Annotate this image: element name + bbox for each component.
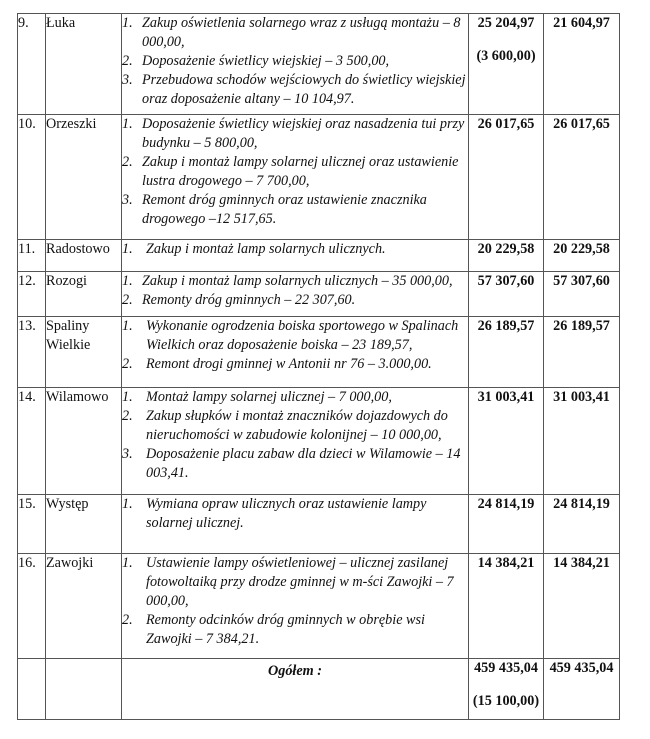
item-index: 1. (122, 116, 133, 132)
item-text: Przebudowa schodów wejściowych do świetlicy wiejskiej oraz doposażenie altany – 10 104,97. (142, 72, 466, 107)
row-number: 10. (18, 115, 46, 240)
item-index: 1. (122, 273, 133, 289)
village-name: Rozogi (46, 272, 122, 317)
amount-value: 57 307,60 (469, 272, 544, 317)
item-index: 3. (122, 192, 133, 208)
amount-cell (469, 14, 544, 115)
table-row-9 (18, 14, 620, 115)
list-item (122, 407, 468, 445)
item-text: Zakup słupków i montaż znaczników dojazdowych do nieruchomości w zabudowie kolonijnej – 10 000,00, (146, 408, 448, 443)
list-item (122, 52, 468, 71)
item-index: 2. (122, 612, 133, 628)
amount-value: 24 814,19 (469, 495, 544, 554)
item-index: 1. (122, 555, 133, 571)
list-item (122, 495, 468, 533)
village-name: Radostowo (46, 240, 122, 272)
row-number: 15. (18, 495, 46, 554)
amount2-value: 26 017,65 (544, 115, 620, 240)
list-item (122, 388, 468, 407)
list-item (122, 240, 468, 259)
item-text: Doposażenie placu zabaw dla dzieci w Wilamowie – 14 003,41. (146, 446, 461, 481)
task-list (122, 240, 469, 272)
item-index: 2. (122, 356, 133, 372)
item-text: Zakup i montaż lampy solarnej ulicznej oraz ustawienie lustra drogowego – 7 700,00, (142, 154, 459, 189)
item-text: Zakup oświetlenia solarnego wraz z usługą montażu – 8 000,00, (142, 15, 461, 50)
task-list (122, 554, 469, 659)
table-row-15 (18, 495, 620, 554)
amount-value: 25 204,97 (477, 15, 535, 31)
amount-value: 26 017,65 (469, 115, 544, 240)
amount2-value: 14 384,21 (544, 554, 620, 659)
task-list (122, 14, 469, 115)
amount2-value: 24 814,19 (544, 495, 620, 554)
item-index: 2. (122, 154, 133, 170)
item-text: Wykonanie ogrodzenia boiska sportowego w Spalinach Wielkich oraz doposażenie boiska – 23 189,57, (146, 318, 459, 353)
amount2-value: 20 229,58 (544, 240, 620, 272)
item-text: Montaż lampy solarnej ulicznej – 7 000,00, (146, 389, 392, 405)
table-row-12 (18, 272, 620, 317)
list-item (122, 272, 468, 291)
list-item (122, 355, 468, 374)
list-item (122, 14, 468, 52)
item-text: Remont dróg gminnych oraz ustawienie znacznika drogowego –12 517,65. (142, 192, 427, 227)
item-text: Remonty odcinków dróg gminnych w obrębie wsi Zawojki – 7 384,21. (146, 612, 425, 647)
item-index: 1. (122, 496, 133, 512)
empty-cell (46, 659, 122, 720)
task-list (122, 388, 469, 495)
item-text: Ustawienie lampy oświetleniowej – ulicznej zasilanej fotowoltaiką przy drodze gminnej w m-ści Zawojki – 7 000,00, (146, 555, 454, 609)
item-text: Doposażenie świetlicy wiejskiej – 3 500,00, (142, 53, 390, 69)
list-item (122, 554, 468, 611)
list-item (122, 317, 468, 355)
list-item (122, 291, 468, 310)
amount-value: 14 384,21 (469, 554, 544, 659)
list-item (122, 71, 468, 109)
village-name: Zawojki (46, 554, 122, 659)
table-row-11 (18, 240, 620, 272)
task-list (122, 317, 469, 388)
item-text: Zakup i montaż lamp solarnych ulicznych – 35 000,00, (142, 273, 453, 289)
item-text: Wymiana opraw ulicznych oraz ustawienie lampy solarnej ulicznej. (146, 496, 427, 531)
item-text: Remonty dróg gminnych – 22 307,60. (142, 292, 356, 308)
table-row-10 (18, 115, 620, 240)
amount2-value: 26 189,57 (544, 317, 620, 388)
item-index: 2. (122, 53, 133, 69)
total-row (18, 659, 620, 720)
task-list (122, 272, 469, 317)
item-index: 1. (122, 389, 133, 405)
item-index: 2. (122, 292, 133, 308)
list-item (122, 611, 468, 649)
item-index: 2. (122, 408, 133, 424)
row-number: 12. (18, 272, 46, 317)
empty-cell (18, 659, 46, 720)
task-list (122, 115, 469, 240)
item-text: Remont drogi gminnej w Antonii nr 76 – 3.000,00. (146, 356, 432, 372)
task-list (122, 495, 469, 554)
list-item (122, 153, 468, 191)
budget-table (17, 13, 620, 720)
row-number: 9. (18, 14, 46, 115)
row-number: 11. (18, 240, 46, 272)
village-name: Łuka (46, 14, 122, 115)
amount-note: (3 600,00) (476, 48, 536, 64)
list-item (122, 115, 468, 153)
item-text: Zakup i montaż lamp solarnych ulicznych. (146, 241, 386, 257)
village-name: Spaliny Wielkie (46, 317, 122, 388)
amount-value: 31 003,41 (469, 388, 544, 495)
row-number: 13. (18, 317, 46, 388)
total-label: Ogółem : (268, 663, 322, 679)
amount2-value: 57 307,60 (544, 272, 620, 317)
village-name: Występ (46, 495, 122, 554)
item-index: 1. (122, 241, 133, 257)
table-row-16 (18, 554, 620, 659)
item-index: 1. (122, 318, 133, 334)
village-name: Wilamowo (46, 388, 122, 495)
total-amount2: 459 435,04 (544, 659, 620, 720)
amount2-value: 31 003,41 (544, 388, 620, 495)
row-number: 16. (18, 554, 46, 659)
item-index: 3. (122, 446, 133, 462)
list-item (122, 445, 468, 483)
total-amount: 459 435,04 (474, 660, 538, 676)
total-amount-cell (469, 659, 544, 720)
item-index: 3. (122, 72, 133, 88)
village-name: Orzeszki (46, 115, 122, 240)
table-row-14 (18, 388, 620, 495)
item-text: Doposażenie świetlicy wiejskiej oraz nasadzenia tui przy budynku – 5 800,00, (142, 116, 465, 151)
amount2-value: 21 604,97 (544, 14, 620, 115)
item-index: 1. (122, 15, 133, 31)
amount-value: 20 229,58 (469, 240, 544, 272)
total-amount-note: (15 100,00) (472, 693, 540, 709)
row-number: 14. (18, 388, 46, 495)
table-row-13 (18, 317, 620, 388)
amount-value: 26 189,57 (469, 317, 544, 388)
total-label-cell (122, 659, 469, 720)
list-item (122, 191, 468, 229)
